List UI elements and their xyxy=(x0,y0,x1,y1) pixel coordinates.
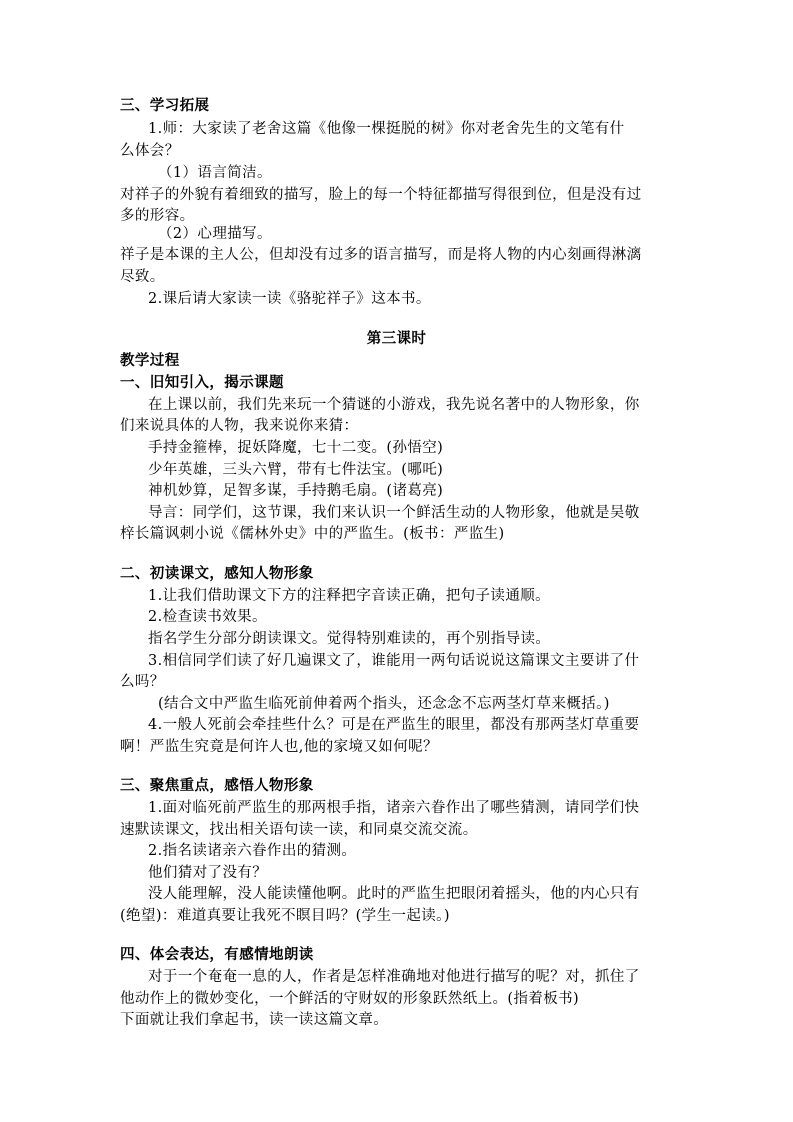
paragraph-line: 少年英雄，三头六臂，带有七件法宝。(哪吒) xyxy=(148,462,444,478)
paragraph-line: 梓长篇讽刺小说《儒林外史》中的严监生。(板书：严监生) xyxy=(120,526,505,542)
paragraph-line: (结合文中严监生临死前伸着两个指头，还念念不忘两茎灯草来概括。) xyxy=(158,696,610,712)
paragraph-line: 指名学生分部分朗读课文。觉得特别难读的，再个别指导读。 xyxy=(148,631,551,647)
paragraph-line: (绝望)：难道真要让我死不瞑目吗？(学生一起读。) xyxy=(120,908,450,924)
paragraph-line: 们来说具体的人物，我来说你来猜： xyxy=(120,418,359,434)
paragraph-line: 2.检查读书效果。 xyxy=(148,609,267,625)
paragraph-line: 导言：同学们，这节课，我们来认识一个鲜活生动的人物形象，他就是吴敬 xyxy=(148,505,640,521)
paragraph-line: 2.课后请大家读一读《骆驼祥子》这本书。 xyxy=(148,291,431,307)
paragraph-line: 对祥子的外貌有着细致的描写，脸上的每一个特征都描写得很到位，但是没有过 xyxy=(120,187,642,203)
paragraph-line: 2.指名读诸亲六眷作出的猜测。 xyxy=(148,843,357,859)
paragraph-line: 对于一个奄奄一息的人，作者是怎样准确地对他进行描写的呢？对，抓住了 xyxy=(148,969,640,985)
section-heading: 一、旧知引入，揭示课题 xyxy=(120,375,284,391)
paragraph-line: 下面就让我们拿起书，读一读这篇文章。 xyxy=(120,1012,389,1028)
paragraph-line: 没人能理解，没人能读懂他啊。此时的严监生把眼闭着摇头，他的内心只有 xyxy=(148,886,640,902)
paragraph-line: 多的形容。 xyxy=(120,208,195,224)
section-heading: 三、学习拓展 xyxy=(120,98,210,114)
paragraph-line: 尽致。 xyxy=(120,269,165,285)
paragraph-line: 1.让我们借助课文下方的注释把字音读正确，把句子读通顺。 xyxy=(148,588,551,604)
paragraph-line: 神机妙算，足智多谋，手持鹅毛扇。(诸葛亮) xyxy=(148,483,444,499)
section-heading: 二、初读课文，感知人物形象 xyxy=(120,566,314,582)
paragraph-line: 啊！严监生究竟是何许人也,他的家境又如何呢？ xyxy=(120,739,438,755)
section-heading: 四、体会表达，有感情地朗读 xyxy=(120,947,314,963)
paragraph-line: （1）语言简洁。 xyxy=(158,165,272,181)
section-heading: 三、聚焦重点，感悟人物形象 xyxy=(120,778,314,794)
paragraph-line: 1.面对临死前严监生的那两根手指，诸亲六眷作出了哪些猜测，请同学们快 xyxy=(148,800,640,816)
section-heading: 教学过程 xyxy=(120,353,180,369)
paragraph-line: 速默读课文，找出相关语句读一读，和同桌交流交流。 xyxy=(120,822,478,838)
lesson-title: 第三课时 xyxy=(366,331,427,347)
paragraph-line: 他们猜对了没有？ xyxy=(148,865,268,881)
paragraph-line: 么吗？ xyxy=(120,674,165,690)
paragraph-line: 手持金箍棒，捉妖降魔，七十二变。(孙悟空) xyxy=(148,440,444,456)
paragraph-line: 3.相信同学们读了好几遍课文了，谁能用一两句话说说这篇课文主要讲了什 xyxy=(148,653,640,669)
paragraph-line: 他动作上的微妙变化，一个鲜活的守财奴的形象跃然纸上。(指着板书) xyxy=(120,991,580,1007)
paragraph-line: （2）心理描写。 xyxy=(158,226,272,242)
paragraph-line: 4.一般人死前会牵挂些什么？可是在严监生的眼里，都没有那两茎灯草重要 xyxy=(148,717,640,733)
paragraph-line: 么体会？ xyxy=(120,143,180,159)
paragraph-line: 在上课以前，我们先来玩一个猜谜的小游戏，我先说名著中的人物形象，你 xyxy=(148,397,640,413)
paragraph-line: 祥子是本课的主人公，但却没有过多的语言描写，而是将人物的内心刻画得淋漓 xyxy=(120,247,642,263)
paragraph-line: 1.师：大家读了老舍这篇《他像一棵挺脱的树》你对老舍先生的文笔有什 xyxy=(148,121,625,137)
